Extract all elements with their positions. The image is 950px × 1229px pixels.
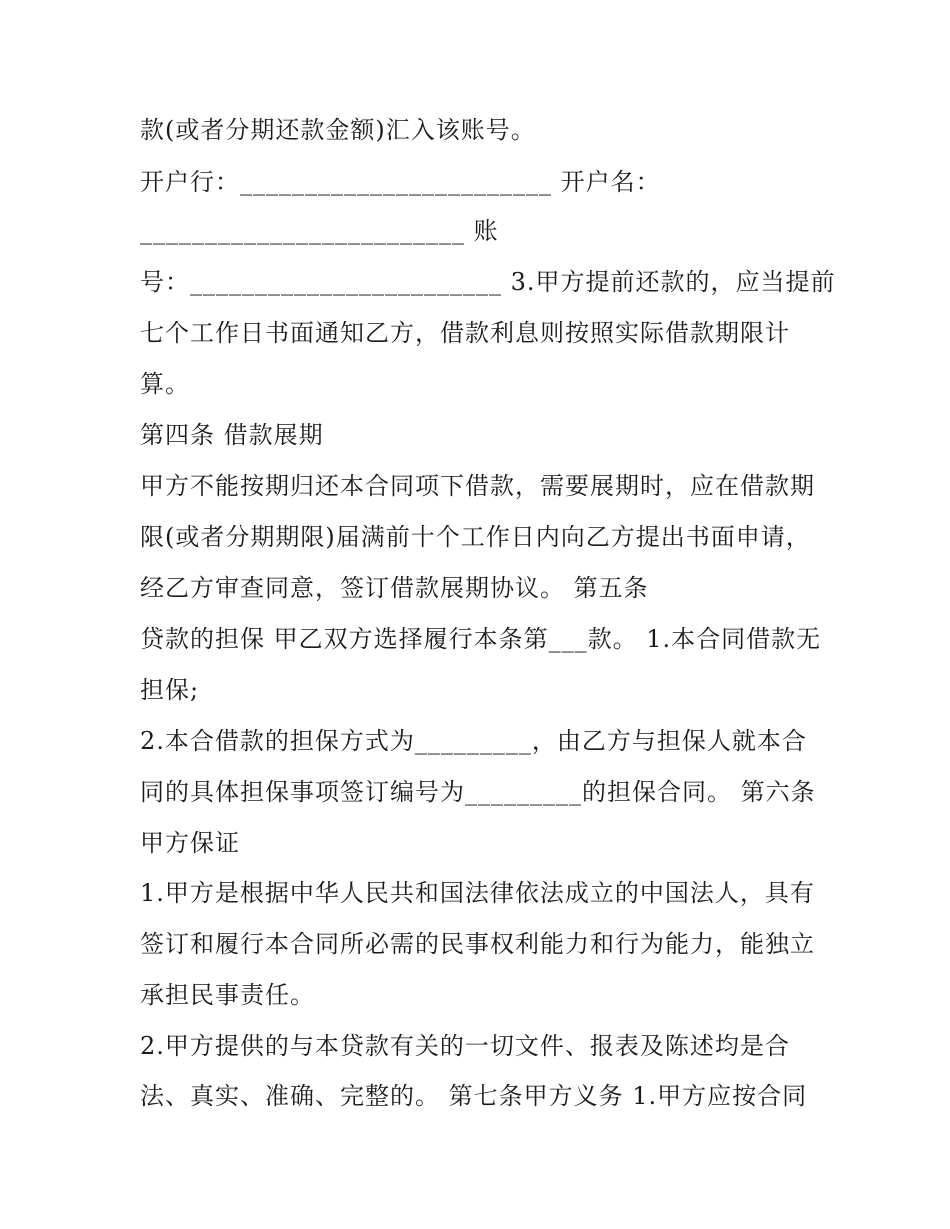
text-line: 款(或者分期还款金额)汇入该账号。 [140, 116, 536, 144]
text-line: 2.甲方提供的与本贷款有关的一切文件、报表及陈述均是合 [140, 1032, 790, 1060]
text-line: 经乙方审查同意，签订借款展期协议。 第五条 [140, 574, 649, 602]
text-line: 号：________________________ 3.甲方提前还款的，应当提前 [140, 268, 836, 296]
text-line: 签订和履行本合同所必需的民事权利能力和行为能力，能独立 [140, 930, 815, 958]
text-line: 限(或者分期期限)届满前十个工作日内向乙方提出书面申请， [140, 523, 811, 551]
text-line: 甲方保证 [140, 829, 240, 857]
text-line: 算。 [140, 370, 190, 398]
text-line: 1.甲方是根据中华人民共和国法律依法成立的中国法人，具有 [140, 879, 815, 907]
text-line: 同的具体担保事项签订编号为_________的担保合同。 第六条 [140, 778, 816, 806]
text-line: 担保; [140, 676, 200, 704]
text-line: _________________________ 账 [140, 217, 499, 245]
text-line: 甲方不能按期归还本合同项下借款，需要展期时，应在借款期 [140, 472, 815, 500]
text-line: 七个工作日书面通知乙方，借款利息则按照实际借款期限计 [140, 319, 790, 347]
text-line: 开户行：________________________ 开户名： [140, 168, 661, 196]
text-line: 法、真实、准确、完整的。 第七条甲方义务 1.甲方应按合同 [140, 1082, 808, 1110]
section-heading: 第四条 借款展期 [140, 421, 324, 449]
text-line: 承担民事责任。 [140, 981, 315, 1009]
text-line: 2.本合借款的担保方式为_________，由乙方与担保人就本合 [140, 727, 807, 755]
text-line: 贷款的担保 甲乙双方选择履行本条第___款。 1.本合同借款无 [140, 625, 822, 653]
